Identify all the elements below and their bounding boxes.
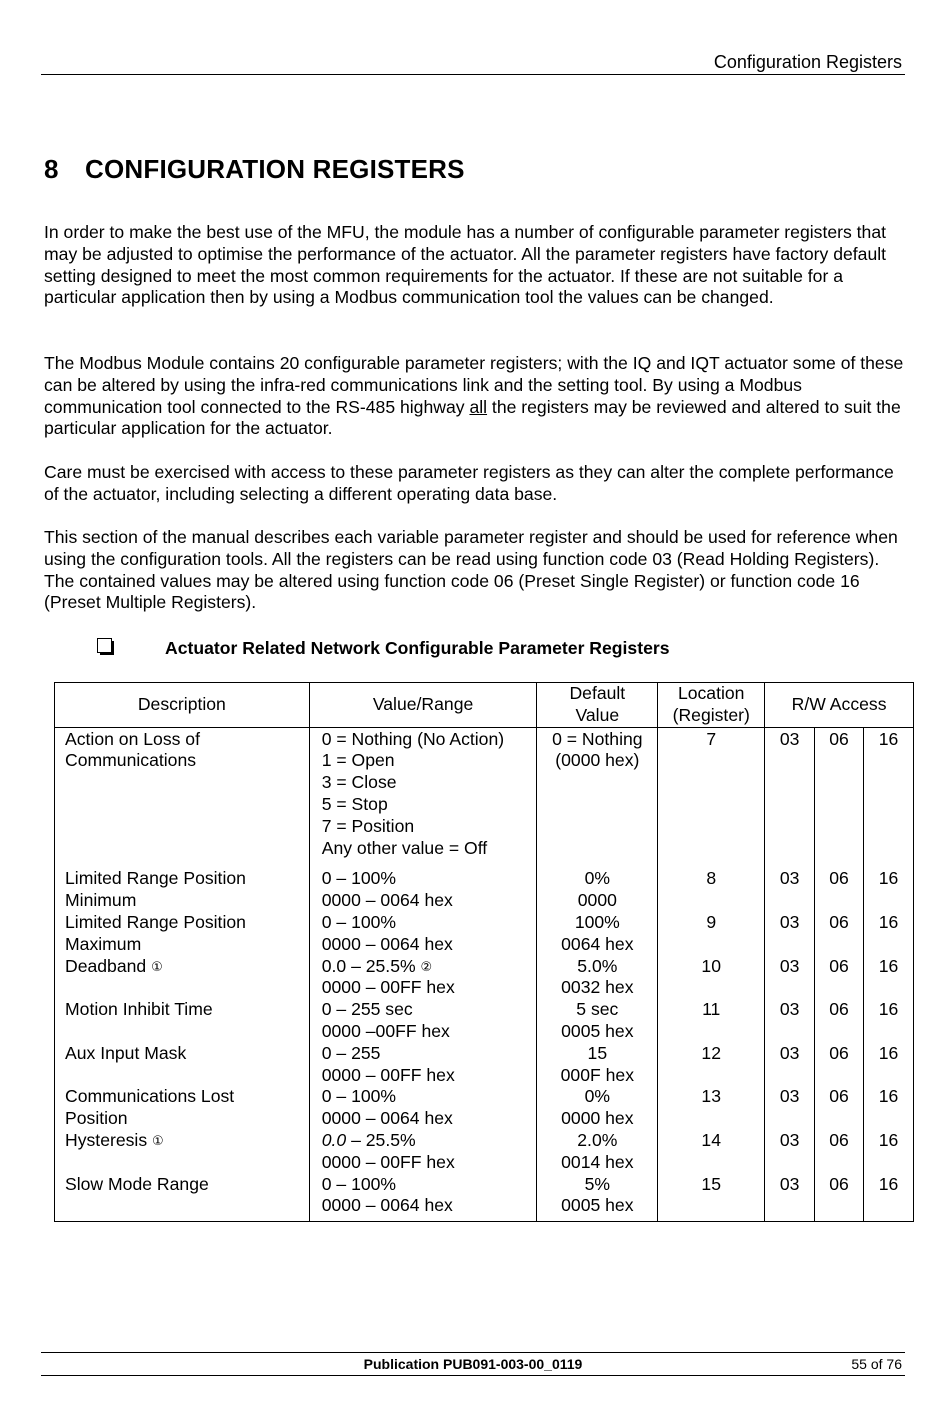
- cell-default: 5% 0005 hex: [537, 1174, 658, 1222]
- section-title: CONFIGURATION REGISTERS: [85, 154, 465, 184]
- cell-location: 13: [658, 1086, 765, 1130]
- paragraph-2-emphasis: all: [469, 396, 488, 417]
- paragraph-4-text: This section of the manual describes each variable parameter register and should be used for reference when using the configuration tools. All the registers can be read using function code 03 (Read Holding Registers). The contained values may be altered using function code 06 (Preset Single Register) or function code 16 (Preset Multiple Registers).: [44, 527, 898, 613]
- cell-read-code: 03: [765, 956, 815, 1000]
- page-header: [41, 50, 905, 75]
- col-header-default-value: Default Value: [537, 683, 658, 728]
- cell-value-range: 0 – 255 sec 0000 –00FF hex: [309, 999, 537, 1043]
- paragraph-reference: [44, 527, 910, 614]
- cell-location: 9: [658, 912, 765, 956]
- parameter-register-table: [54, 682, 914, 1222]
- page-number: 55 of 76: [851, 1356, 902, 1372]
- note-2-icon: ②: [420, 958, 433, 974]
- cell-description: Aux Input Mask: [55, 1043, 310, 1087]
- cell-write-multiple-code: 16: [864, 1043, 914, 1087]
- cell-value-range: 0 – 100% 0000 – 0064 hex: [309, 912, 537, 956]
- cell-write-multiple-code: 16: [864, 999, 914, 1043]
- paragraph-caution: [44, 462, 910, 506]
- table-row: [55, 999, 914, 1043]
- cell-value-range: 0 – 255 0000 – 00FF hex: [309, 1043, 537, 1087]
- page-footer: [41, 1352, 905, 1376]
- cell-location: 7: [658, 727, 765, 859]
- cell-read-code: 03: [765, 1086, 815, 1130]
- col-header-description: Description: [55, 683, 310, 728]
- note-1-icon: ①: [151, 958, 163, 974]
- cell-description: Slow Mode Range: [55, 1174, 310, 1222]
- col-header-rw-access: R/W Access: [765, 683, 914, 728]
- table-row: [55, 912, 914, 956]
- table-row: [55, 1086, 914, 1130]
- checkbox-bullet-icon: [96, 637, 114, 655]
- note-1-icon: ①: [152, 1132, 164, 1148]
- cell-read-code: 03: [765, 999, 815, 1043]
- cell-write-multiple-code: 16: [864, 868, 914, 912]
- cell-write-multiple-code: 16: [864, 1130, 914, 1174]
- cell-value-range: 0 – 100% 0000 – 0064 hex: [309, 1174, 537, 1222]
- cell-description: Limited Range Position Minimum: [55, 868, 310, 912]
- cell-read-code: 03: [765, 868, 815, 912]
- section-heading: [44, 154, 465, 185]
- cell-write-multiple-code: 16: [864, 727, 914, 859]
- cell-write-multiple-code: 16: [864, 1086, 914, 1130]
- cell-location: 8: [658, 868, 765, 912]
- cell-value-range: 0 – 100% 0000 – 0064 hex: [309, 1086, 537, 1130]
- cell-description: Action on Loss of Communications: [55, 727, 310, 859]
- paragraph-2-text: [44, 353, 910, 440]
- table-row: [55, 1043, 914, 1087]
- table-row: [55, 868, 914, 912]
- cell-value-range: 0 – 100% 0000 – 0064 hex: [309, 868, 537, 912]
- cell-write-multiple-code: 16: [864, 1174, 914, 1222]
- cell-write-single-code: 06: [815, 1043, 864, 1087]
- cell-write-multiple-code: 16: [864, 912, 914, 956]
- cell-description: Deadband ①: [55, 956, 310, 1000]
- cell-default: 5 sec 0005 hex: [537, 999, 658, 1043]
- cell-write-single-code: 06: [815, 868, 864, 912]
- paragraph-2-part-1: The Modbus Module contains 20 configurable parameter registers; with the IQ and IQT actuator some of these can be altered by using the infra-red communications link and the setting tool. By using a Modbus communication tool connected to the RS-485 highway: [44, 353, 904, 417]
- cell-write-single-code: 06: [815, 999, 864, 1043]
- paragraph-1-text: In order to make the best use of the MFU, the module has a number of configurable parameter registers that may be adjusted to optimise the performance of the actuator. All the parameter registers have factory default setting designed to meet the most common requirements for the actuator. If these are not suitable for a particular application then by using a Modbus communication tool the values can be changed.: [44, 222, 887, 308]
- table-row: [55, 956, 914, 1000]
- cell-default: 100% 0064 hex: [537, 912, 658, 956]
- subsection-title: Actuator Related Network Configurable Parameter Registers: [165, 638, 670, 658]
- table-row: [55, 1174, 914, 1222]
- running-title: Configuration Registers: [713, 52, 902, 72]
- cell-location: 15: [658, 1174, 765, 1222]
- cell-read-code: 03: [765, 1174, 815, 1222]
- cell-description: Limited Range Position Maximum: [55, 912, 310, 956]
- section-number: 8: [44, 154, 59, 184]
- cell-write-single-code: 06: [815, 1174, 864, 1222]
- cell-description: Motion Inhibit Time: [55, 999, 310, 1043]
- col-header-location: Location (Register): [658, 683, 765, 728]
- cell-default: 0% 0000: [537, 868, 658, 912]
- cell-default: 2.0% 0014 hex: [537, 1130, 658, 1174]
- cell-write-multiple-code: 16: [864, 956, 914, 1000]
- cell-write-single-code: 06: [815, 727, 864, 859]
- cell-read-code: 03: [765, 727, 815, 859]
- cell-location: 14: [658, 1130, 765, 1174]
- cell-write-single-code: 06: [815, 1086, 864, 1130]
- table-row: [55, 1130, 914, 1174]
- cell-write-single-code: 06: [815, 956, 864, 1000]
- cell-location: 12: [658, 1043, 765, 1087]
- cell-write-single-code: 06: [815, 912, 864, 956]
- cell-read-code: 03: [765, 1043, 815, 1087]
- publication-id: Publication PUB091-003-00_0119: [363, 1356, 583, 1372]
- cell-value-range: 0.0 – 25.5% ② 0000 – 00FF hex: [309, 956, 537, 1000]
- table-header-row: [55, 683, 914, 728]
- cell-default: 5.0% 0032 hex: [537, 956, 658, 1000]
- cell-default: 0% 0000 hex: [537, 1086, 658, 1130]
- cell-value-range: 0.0 – 25.5% 0000 – 00FF hex: [309, 1130, 537, 1174]
- paragraph-intro: [44, 222, 910, 309]
- cell-default: 15 000F hex: [537, 1043, 658, 1087]
- paragraph-2-part-2: the registers may be reviewed and altered to suit the particular application for the actuator.: [44, 396, 901, 439]
- cell-read-code: 03: [765, 912, 815, 956]
- cell-write-single-code: 06: [815, 1130, 864, 1174]
- col-header-value-range: Value/Range: [309, 683, 537, 728]
- cell-read-code: 03: [765, 1130, 815, 1174]
- cell-location: 11: [658, 999, 765, 1043]
- cell-description: Communications Lost Position: [55, 1086, 310, 1130]
- cell-value-range: 0 = Nothing (No Action) 1 = Open 3 = Close 5 = Stop 7 = Position Any other value = Off: [309, 727, 537, 859]
- paragraph-modbus-module: [44, 353, 910, 440]
- cell-description: Hysteresis ①: [55, 1130, 310, 1174]
- cell-default: 0 = Nothing (0000 hex): [537, 727, 658, 859]
- cell-location: 10: [658, 956, 765, 1000]
- paragraph-3-text: Care must be exercised with access to these parameter registers as they can alter the complete performance of the actuator, including selecting a different operating data base.: [44, 462, 894, 504]
- table-row: [55, 727, 914, 859]
